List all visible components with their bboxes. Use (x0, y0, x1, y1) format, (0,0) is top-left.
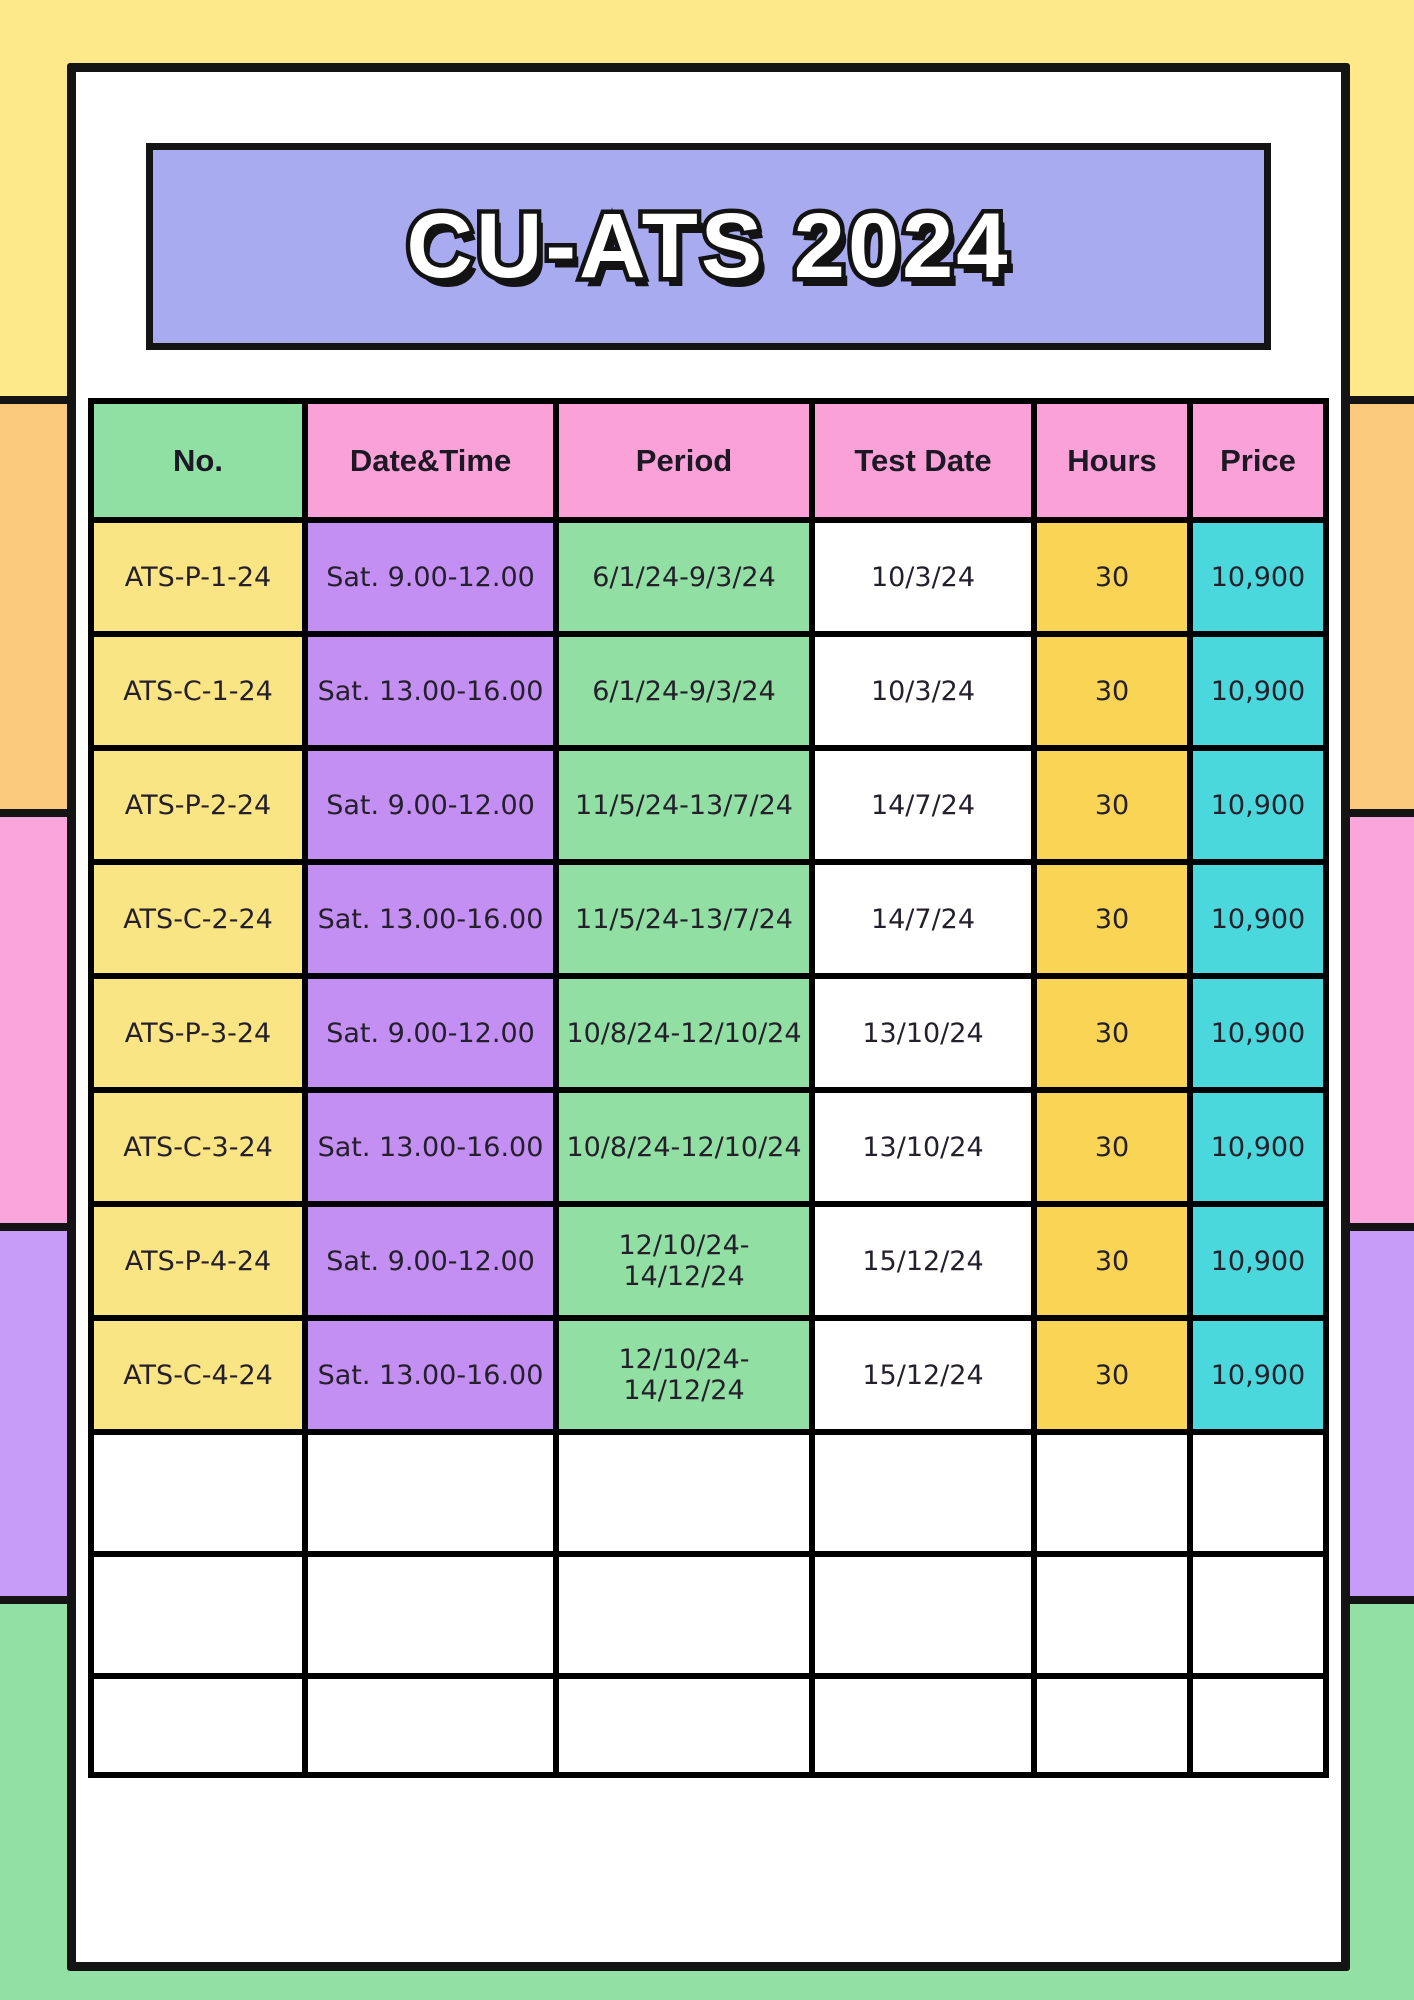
table-row (91, 748, 1326, 862)
table-row (91, 1204, 1326, 1318)
cell-hours: 30 (1034, 862, 1190, 976)
cell-no: ATS-P-2-24 (91, 748, 305, 862)
empty-cell (556, 1554, 812, 1676)
empty-cell (91, 1554, 305, 1676)
cell-hours: 30 (1034, 976, 1190, 1090)
empty-cell (91, 1676, 305, 1775)
cell-date-time: Sat. 9.00-12.00 (305, 976, 556, 1090)
empty-cell (1190, 1432, 1326, 1554)
empty-cell (1034, 1554, 1190, 1676)
cell-price: 10,900 (1190, 1090, 1326, 1204)
column-header-price: Price (1190, 401, 1326, 520)
cell-period: 10/8/24-12/10/24 (556, 1090, 812, 1204)
cell-price: 10,900 (1190, 862, 1326, 976)
empty-cell (812, 1554, 1034, 1676)
empty-cell (1034, 1432, 1190, 1554)
empty-cell (91, 1432, 305, 1554)
cell-hours: 30 (1034, 634, 1190, 748)
empty-cell (305, 1432, 556, 1554)
empty-table-row (91, 1676, 1326, 1775)
cell-date-time: Sat. 13.00-16.00 (305, 1090, 556, 1204)
column-header-hours: Hours (1034, 401, 1190, 520)
cell-date-time: Sat. 9.00-12.00 (305, 1204, 556, 1318)
empty-cell (556, 1432, 812, 1554)
empty-table-row (91, 1432, 1326, 1554)
table-row (91, 634, 1326, 748)
column-header-date-time: Date&Time (305, 401, 556, 520)
cell-hours: 30 (1034, 1318, 1190, 1432)
cell-hours: 30 (1034, 1090, 1190, 1204)
empty-cell (812, 1432, 1034, 1554)
empty-cell (1190, 1554, 1326, 1676)
cell-hours: 30 (1034, 748, 1190, 862)
cell-no: ATS-P-3-24 (91, 976, 305, 1090)
cell-test-date: 14/7/24 (812, 748, 1034, 862)
cell-hours: 30 (1034, 1204, 1190, 1318)
empty-cell (556, 1676, 812, 1775)
cell-price: 10,900 (1190, 520, 1326, 634)
cell-test-date: 10/3/24 (812, 520, 1034, 634)
empty-table-row (91, 1554, 1326, 1676)
cell-price: 10,900 (1190, 634, 1326, 748)
cell-test-date: 10/3/24 (812, 634, 1034, 748)
empty-cell (1034, 1676, 1190, 1775)
cell-no: ATS-C-1-24 (91, 634, 305, 748)
cell-period: 6/1/24-9/3/24 (556, 520, 812, 634)
table-row (91, 862, 1326, 976)
column-header-no: No. (91, 401, 305, 520)
cell-date-time: Sat. 13.00-16.00 (305, 1318, 556, 1432)
cell-price: 10,900 (1190, 1204, 1326, 1318)
cell-date-time: Sat. 9.00-12.00 (305, 520, 556, 634)
table-row (91, 520, 1326, 634)
table-row (91, 1090, 1326, 1204)
table-row (91, 1318, 1326, 1432)
cell-no: ATS-C-4-24 (91, 1318, 305, 1432)
cell-period: 12/10/24-14/12/24 (556, 1318, 812, 1432)
empty-cell (812, 1676, 1034, 1775)
empty-cell (305, 1676, 556, 1775)
column-header-period: Period (556, 401, 812, 520)
cell-test-date: 13/10/24 (812, 976, 1034, 1090)
empty-cell (305, 1554, 556, 1676)
empty-cell (1190, 1676, 1326, 1775)
title-banner (146, 143, 1271, 350)
cell-no: ATS-C-2-24 (91, 862, 305, 976)
cell-period: 11/5/24-13/7/24 (556, 748, 812, 862)
cell-date-time: Sat. 13.00-16.00 (305, 634, 556, 748)
cell-test-date: 15/12/24 (812, 1318, 1034, 1432)
cell-test-date: 14/7/24 (812, 862, 1034, 976)
table-header-row (91, 401, 1326, 520)
cell-period: 10/8/24-12/10/24 (556, 976, 812, 1090)
cell-price: 10,900 (1190, 976, 1326, 1090)
column-header-test-date: Test Date (812, 401, 1034, 520)
page-title: CU-ATS 2024 (406, 195, 1011, 297)
cell-no: ATS-C-3-24 (91, 1090, 305, 1204)
cell-date-time: Sat. 9.00-12.00 (305, 748, 556, 862)
cell-test-date: 13/10/24 (812, 1090, 1034, 1204)
table-row (91, 976, 1326, 1090)
poster-card (67, 63, 1350, 1971)
schedule-table (88, 398, 1329, 1778)
cell-period: 6/1/24-9/3/24 (556, 634, 812, 748)
cell-no: ATS-P-4-24 (91, 1204, 305, 1318)
cell-period: 12/10/24-14/12/24 (556, 1204, 812, 1318)
cell-test-date: 15/12/24 (812, 1204, 1034, 1318)
cell-period: 11/5/24-13/7/24 (556, 862, 812, 976)
cell-date-time: Sat. 13.00-16.00 (305, 862, 556, 976)
cell-price: 10,900 (1190, 1318, 1326, 1432)
cell-price: 10,900 (1190, 748, 1326, 862)
cell-hours: 30 (1034, 520, 1190, 634)
cell-no: ATS-P-1-24 (91, 520, 305, 634)
